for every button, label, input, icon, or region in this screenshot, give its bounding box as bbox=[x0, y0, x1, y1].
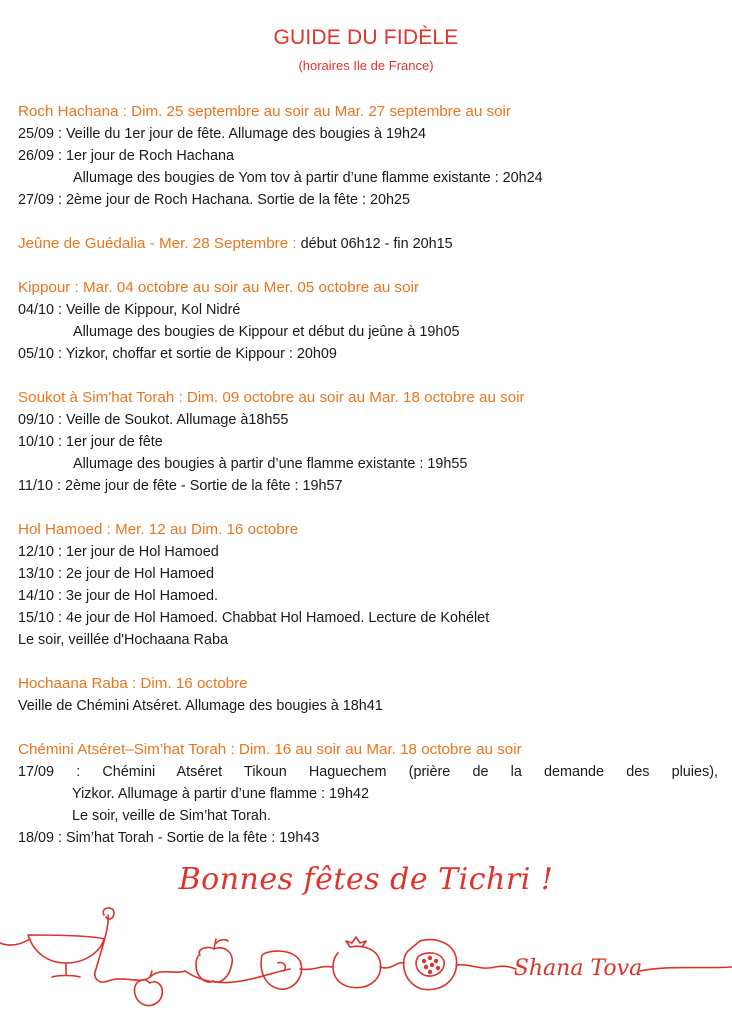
pomegranate-icon bbox=[333, 937, 381, 988]
fast-times: début 06h12 - fin 20h15 bbox=[296, 236, 453, 252]
section-heading-chemini-atseret: Chémini Atséret–Sim’hat Torah : Dim. 16 au soir au Mar. 18 octobre au soir bbox=[18, 741, 522, 758]
shana-tova-signature: Shana Tova bbox=[513, 956, 643, 981]
decorative-line bbox=[0, 939, 30, 945]
schedule-line: Le soir, veille de Sim’hat Torah. bbox=[72, 808, 271, 824]
page-title: GUIDE DU FIDÈLE bbox=[273, 26, 459, 49]
schedule-line: 04/10 : Veille de Kippour, Kol Nidré bbox=[18, 302, 241, 318]
holiday-illustration bbox=[0, 905, 732, 1020]
schedule-line: Allumage des bougies à partir d’une flamme existante : 19h55 bbox=[73, 456, 468, 472]
apple-slice-icon bbox=[135, 971, 163, 1006]
section-heading-jeune-guedalia: Jeûne de Guédalia - Mer. 28 Septembre : bbox=[18, 235, 297, 252]
section-heading-kippour: Kippour : Mar. 04 octobre au soir au Mer. 05 octobre au soir bbox=[18, 279, 419, 296]
decorative-line bbox=[300, 967, 332, 970]
schedule-line: 05/10 : Yizkor, choffar et sortie de Kippour : 20h09 bbox=[18, 346, 337, 362]
schedule-line: Allumage des bougies de Yom tov à partir d’une flamme existante : 20h24 bbox=[73, 170, 543, 186]
section-heading-hol-hamoed: Hol Hamoed : Mer. 12 au Dim. 16 octobre bbox=[18, 521, 299, 538]
schedule-line: 09/10 : Veille de Soukot. Allumage à18h55 bbox=[18, 412, 289, 428]
schedule-line: 10/10 : 1er jour de fête bbox=[18, 434, 163, 450]
schedule-line: 17/09 : Chémini Atséret Tikoun Haguechem (prière de la demande des pluies), bbox=[18, 764, 718, 780]
page-subtitle: (horaires Ile de France) bbox=[298, 58, 434, 73]
schedule-line: 11/10 : 2ème jour de fête - Sortie de la fête : 19h57 bbox=[18, 478, 343, 494]
bowl-icon bbox=[28, 935, 104, 977]
section-heading-roch-hachana: Roch Hachana : Dim. 25 septembre au soir au Mar. 27 septembre au soir bbox=[18, 103, 511, 120]
greeting-text: Bonnes fêtes de Tichri ! bbox=[178, 862, 554, 897]
decorative-line bbox=[108, 971, 185, 981]
schedule-line: 27/09 : 2ème jour de Roch Hachana. Sortie de la fête : 20h25 bbox=[18, 192, 411, 208]
decorative-line bbox=[456, 965, 516, 969]
decorative-line bbox=[380, 963, 404, 968]
schedule-line: 18/09 : Sim’hat Torah - Sortie de la fête : 19h43 bbox=[18, 830, 320, 846]
decorative-line bbox=[185, 969, 290, 983]
pomegranate-seeds-icon bbox=[422, 956, 440, 974]
schedule-line: 15/10 : 4e jour de Hol Hamoed. Chabbat Hol Hamoed. Lecture de Kohélet bbox=[18, 610, 490, 626]
schedule bbox=[18, 101, 718, 849]
section-jeune-guedalia bbox=[18, 233, 718, 255]
section-heading-hochaana-raba: Hochaana Raba : Dim. 16 octobre bbox=[18, 675, 248, 692]
apple-icon bbox=[196, 939, 232, 982]
schedule-line: Le soir, veillée d'Hochaana Raba bbox=[18, 632, 228, 648]
schedule-line: Allumage des bougies de Kippour et début du jeûne à 19h05 bbox=[73, 324, 460, 340]
schedule-line: 13/10 : 2e jour de Hol Hamoed bbox=[18, 566, 214, 582]
schedule-line: 26/09 : 1er jour de Roch Hachana bbox=[18, 148, 235, 164]
section-heading-soukot: Soukot à Sim'hat Torah : Dim. 09 octobre au soir au Mar. 18 octobre au soir bbox=[18, 389, 525, 406]
schedule-line: 12/10 : 1er jour de Hol Hamoed bbox=[18, 544, 219, 560]
apple-half-icon bbox=[261, 951, 301, 989]
schedule-line: Veille de Chémini Atséret. Allumage des bougies à 18h41 bbox=[18, 698, 383, 714]
schedule-line: Yizkor. Allumage à partir d’une flamme : 19h42 bbox=[72, 786, 370, 802]
schedule-line: 14/10 : 3e jour de Hol Hamoed. bbox=[18, 588, 218, 604]
honey-spoon-icon bbox=[95, 908, 114, 982]
schedule-line: 25/09 : Veille du 1er jour de fête. Allumage des bougies à 19h24 bbox=[18, 126, 427, 142]
decorative-line bbox=[640, 967, 732, 971]
